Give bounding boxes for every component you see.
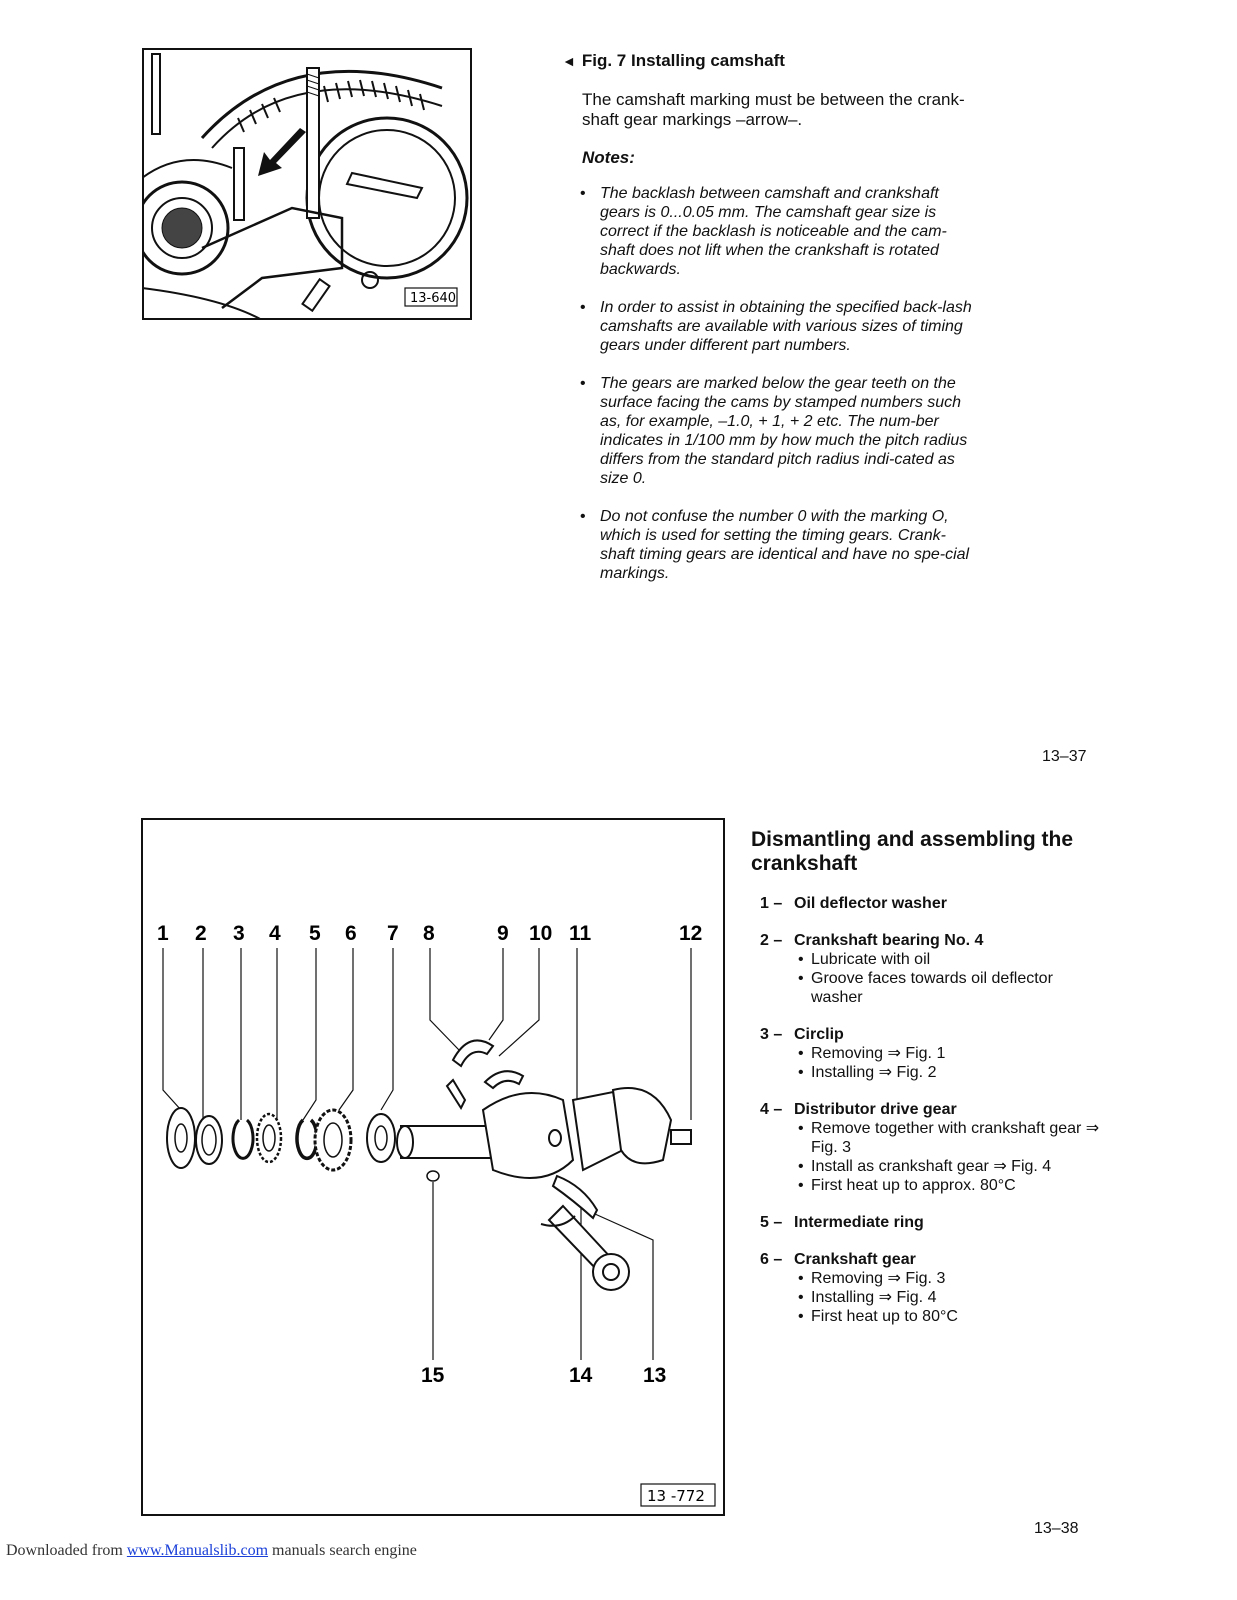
note-text: Do not confuse the number 0 with the marking O, which is used for setting the timing gears. Crank-shaft timing gears are identical and have no spe-cial markings. [600, 508, 970, 582]
camshaft-marking-paragraph: The camshaft marking must be between the crank-shaft gear markings –arrow–. [582, 90, 965, 129]
note-item [580, 298, 972, 355]
page-number: 13–38 [1034, 1520, 1079, 1537]
part-title: Distributor drive gear [794, 1101, 957, 1118]
part-number: 2 – [760, 932, 783, 949]
bullet: • [798, 1308, 804, 1325]
part-title: Oil deflector washer [794, 895, 947, 912]
left-arrow-icon: ◄ [562, 53, 576, 69]
part-note: • Removing ⇒ Fig. 1 [798, 1045, 946, 1062]
callout-13: 13 [643, 1364, 667, 1387]
figure-7-illustration [142, 48, 472, 320]
download-footer [6, 1542, 417, 1560]
callout-7: 7 [387, 922, 399, 945]
bullet: • [798, 1045, 804, 1062]
callout-12: 12 [679, 922, 703, 945]
figure-7-caption-text: Fig. 7 Installing camshaft [581, 51, 785, 70]
callout-5: 5 [309, 922, 321, 945]
bullet: • [798, 1064, 804, 1081]
crank-figure-ref: 13 -772 [647, 1487, 705, 1505]
crankshaft-drawing [397, 1088, 691, 1178]
part-title: Circlip [794, 1026, 844, 1043]
callout-15: 15 [421, 1364, 445, 1387]
part-number: 5 – [760, 1214, 783, 1231]
part-number: 3 – [760, 1026, 783, 1043]
callout-4: 4 [269, 922, 281, 945]
part-item [760, 1025, 1100, 1082]
part-item [760, 1250, 1100, 1326]
callout-6: 6 [345, 922, 357, 945]
bullet: • [580, 508, 586, 525]
bullet: • [798, 951, 804, 968]
part-note: • Installing ⇒ Fig. 4 [798, 1289, 937, 1306]
part-number: 1 – [760, 895, 783, 912]
bullet: • [580, 185, 586, 202]
figure-7-ref: 13-640 [410, 291, 457, 306]
notes-heading: Notes: [582, 148, 635, 167]
part-item [760, 894, 1100, 913]
part-item [760, 931, 1100, 1007]
note-item [580, 374, 972, 488]
figure-7-caption [562, 51, 785, 71]
notes-list [580, 184, 972, 602]
part-title: Intermediate ring [794, 1214, 924, 1231]
part-item [760, 1213, 1100, 1232]
note-text: In order to assist in obtaining the specified back-lash camshafts are available with various sizes of timing gears under different part numbers. [600, 299, 972, 354]
callout-11: 11 [569, 922, 592, 945]
part-note: • Remove together with crankshaft gear ⇒ Fig. 3 [798, 1120, 1100, 1156]
manualslib-link[interactable]: www.Manualslib.com [126, 1542, 269, 1559]
part-note: • Removing ⇒ Fig. 3 [798, 1270, 946, 1287]
part-note: • Groove faces towards oil deflector washer [798, 970, 1053, 1006]
section-title: Dismantling and assembling the crankshaft [751, 828, 1074, 875]
callout-8: 8 [423, 922, 435, 945]
part-number: 4 – [760, 1101, 783, 1118]
callout-2: 2 [195, 922, 207, 945]
bullet: • [798, 1177, 804, 1194]
bullet: • [580, 375, 586, 392]
page-number: 13–37 [1042, 748, 1087, 765]
footer-prefix: Downloaded from [6, 1542, 127, 1559]
callout-9: 9 [497, 922, 509, 945]
part-item [760, 1100, 1100, 1195]
part-note: • First heat up to 80°C [798, 1308, 958, 1325]
callout-14: 14 [569, 1364, 593, 1387]
parts-list [760, 894, 1100, 1344]
note-item [580, 507, 972, 583]
part-notes [760, 950, 1100, 1007]
note-text: The backlash between camshaft and crankshaft gears is 0...0.05 mm. The camshaft gear size is correct if the backlash is noticeable and the cam-shaft does not lift when the crankshaft is rotated backwards. [600, 185, 947, 278]
part-note: • First heat up to approx. 80°C [798, 1177, 1016, 1194]
callout-10: 10 [529, 922, 553, 945]
footer-suffix: manuals search engine [268, 1542, 417, 1559]
crankshaft-exploded-view [141, 818, 725, 1516]
part-number: 6 – [760, 1251, 783, 1268]
bullet: • [580, 299, 586, 316]
bullet: • [798, 1289, 804, 1306]
part-note: • Lubricate with oil [798, 951, 931, 968]
part-title: Crankshaft gear [794, 1251, 916, 1268]
part-title: Crankshaft bearing No. 4 [794, 932, 984, 949]
bullet: • [798, 1158, 804, 1175]
part-notes [760, 1044, 1100, 1082]
part-notes [760, 1269, 1100, 1326]
callout-1: 1 [157, 922, 169, 945]
note-text: The gears are marked below the gear teeth on the surface facing the cams by stamped numbers such as, for example, –1.0, + 1, + 2 etc. The num-ber indicates in 1/100 mm by how much the pitch radius differs from the standard pitch radius indi-cated as size 0. [600, 375, 968, 487]
part-note: • Installing ⇒ Fig. 2 [798, 1064, 937, 1081]
bullet: • [798, 970, 804, 987]
note-item [580, 184, 972, 279]
part-note: • Install as crankshaft gear ⇒ Fig. 4 [798, 1158, 1052, 1175]
bullet: • [798, 1270, 804, 1287]
bullet: • [798, 1120, 804, 1137]
callout-3: 3 [233, 922, 245, 945]
part-notes [760, 1119, 1100, 1195]
